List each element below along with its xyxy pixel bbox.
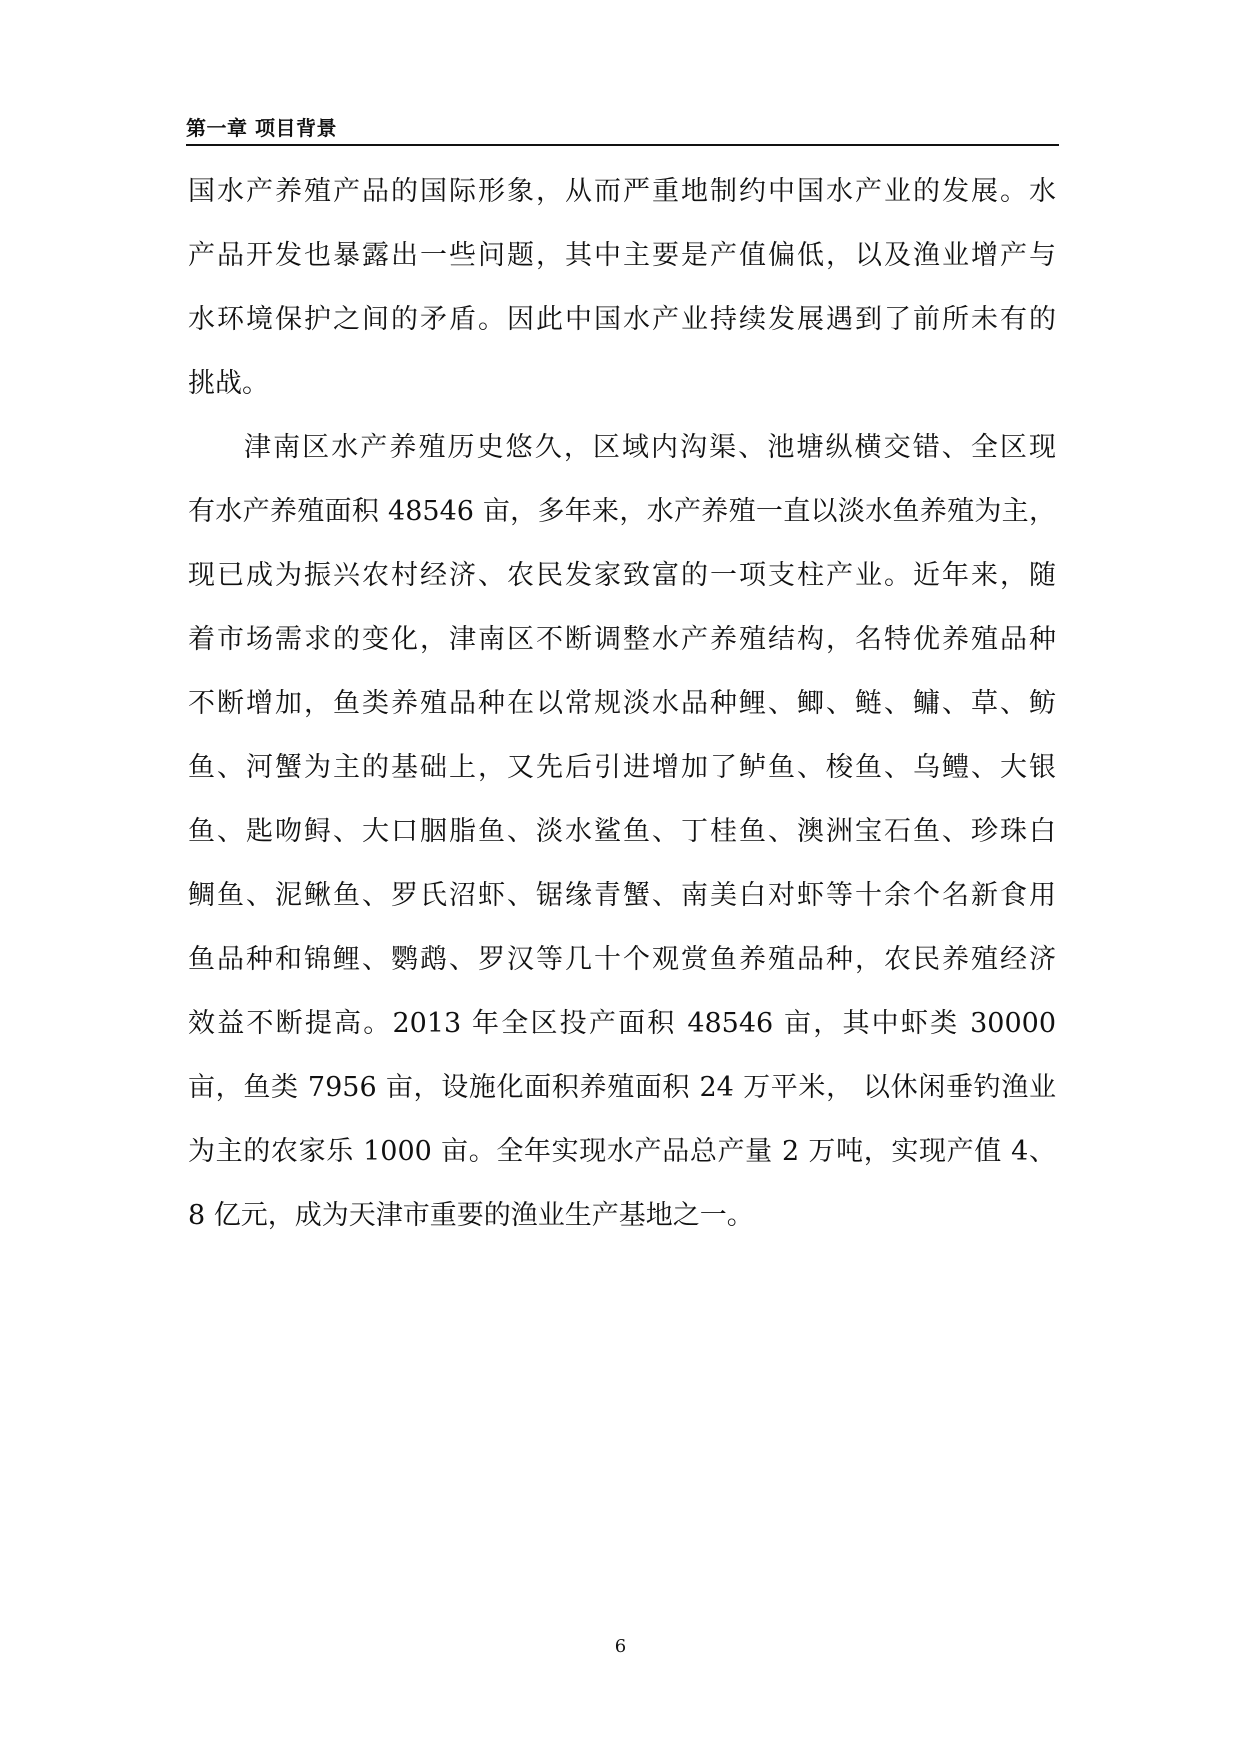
text-line: 鱼品种和锦鲤、鹦鹉、罗汉等几十个观赏鱼养殖品种，农民养殖经济: [188, 944, 1056, 975]
chapter-title: 第一章 项目背景: [186, 116, 337, 140]
text-line: 津南区水产养殖历史悠久，区域内沟渠、池塘纵横交错、全区现: [244, 432, 1056, 463]
text-line: 现已成为振兴农村经济、农民发家致富的一项支柱产业。近年来，随: [188, 560, 1056, 591]
text-line: 着市场需求的变化，津南区不断调整水产养殖结构，名特优养殖品种: [188, 624, 1056, 655]
paragraph-2: [188, 416, 1056, 1248]
text-line: 亩，鱼类 7956 亩，设施化面积养殖面积 24 万平米， 以休闲垂钓渔业: [188, 1072, 1056, 1103]
text-line: 有水产养殖面积 48546 亩，多年来，水产养殖一直以淡水鱼养殖为主，: [188, 496, 1056, 527]
text-line: 挑战。: [188, 368, 269, 399]
text-line: 水环境保护之间的矛盾。因此中国水产业持续发展遇到了前所未有的: [188, 304, 1056, 335]
text-line: 国水产养殖产品的国际形象，从而严重地制约中国水产业的发展。水: [188, 176, 1056, 207]
page-number: 6: [614, 1636, 627, 1657]
text-line: 鱼、匙吻鲟、大口胭脂鱼、淡水鲨鱼、丁桂鱼、澳洲宝石鱼、珍珠白: [188, 816, 1056, 847]
text-line: 鲷鱼、泥鳅鱼、罗氏沼虾、锯缘青蟹、南美白对虾等十余个名新食用: [188, 880, 1056, 911]
paragraph-1: [188, 160, 1056, 416]
text-line: 不断增加，鱼类养殖品种在以常规淡水品种鲤、鲫、鲢、鳙、草、鲂: [188, 688, 1056, 719]
text-line: 产品开发也暴露出一些问题，其中主要是产值偏低，以及渔业增产与: [188, 240, 1056, 271]
document-body: [188, 160, 1056, 1248]
text-line: 8 亿元，成为天津市重要的渔业生产基地之一。: [188, 1200, 754, 1231]
text-line: 鱼、河蟹为主的基础上，又先后引进增加了鲈鱼、梭鱼、乌鳢、大银: [188, 752, 1056, 783]
text-line: 为主的农家乐 1000 亩。全年实现水产品总产量 2 万吨，实现产值 4、: [188, 1136, 1056, 1167]
text-line: 效益不断提高。2013 年全区投产面积 48546 亩，其中虾类 30000: [188, 1008, 1056, 1039]
page-header: [186, 112, 1059, 146]
